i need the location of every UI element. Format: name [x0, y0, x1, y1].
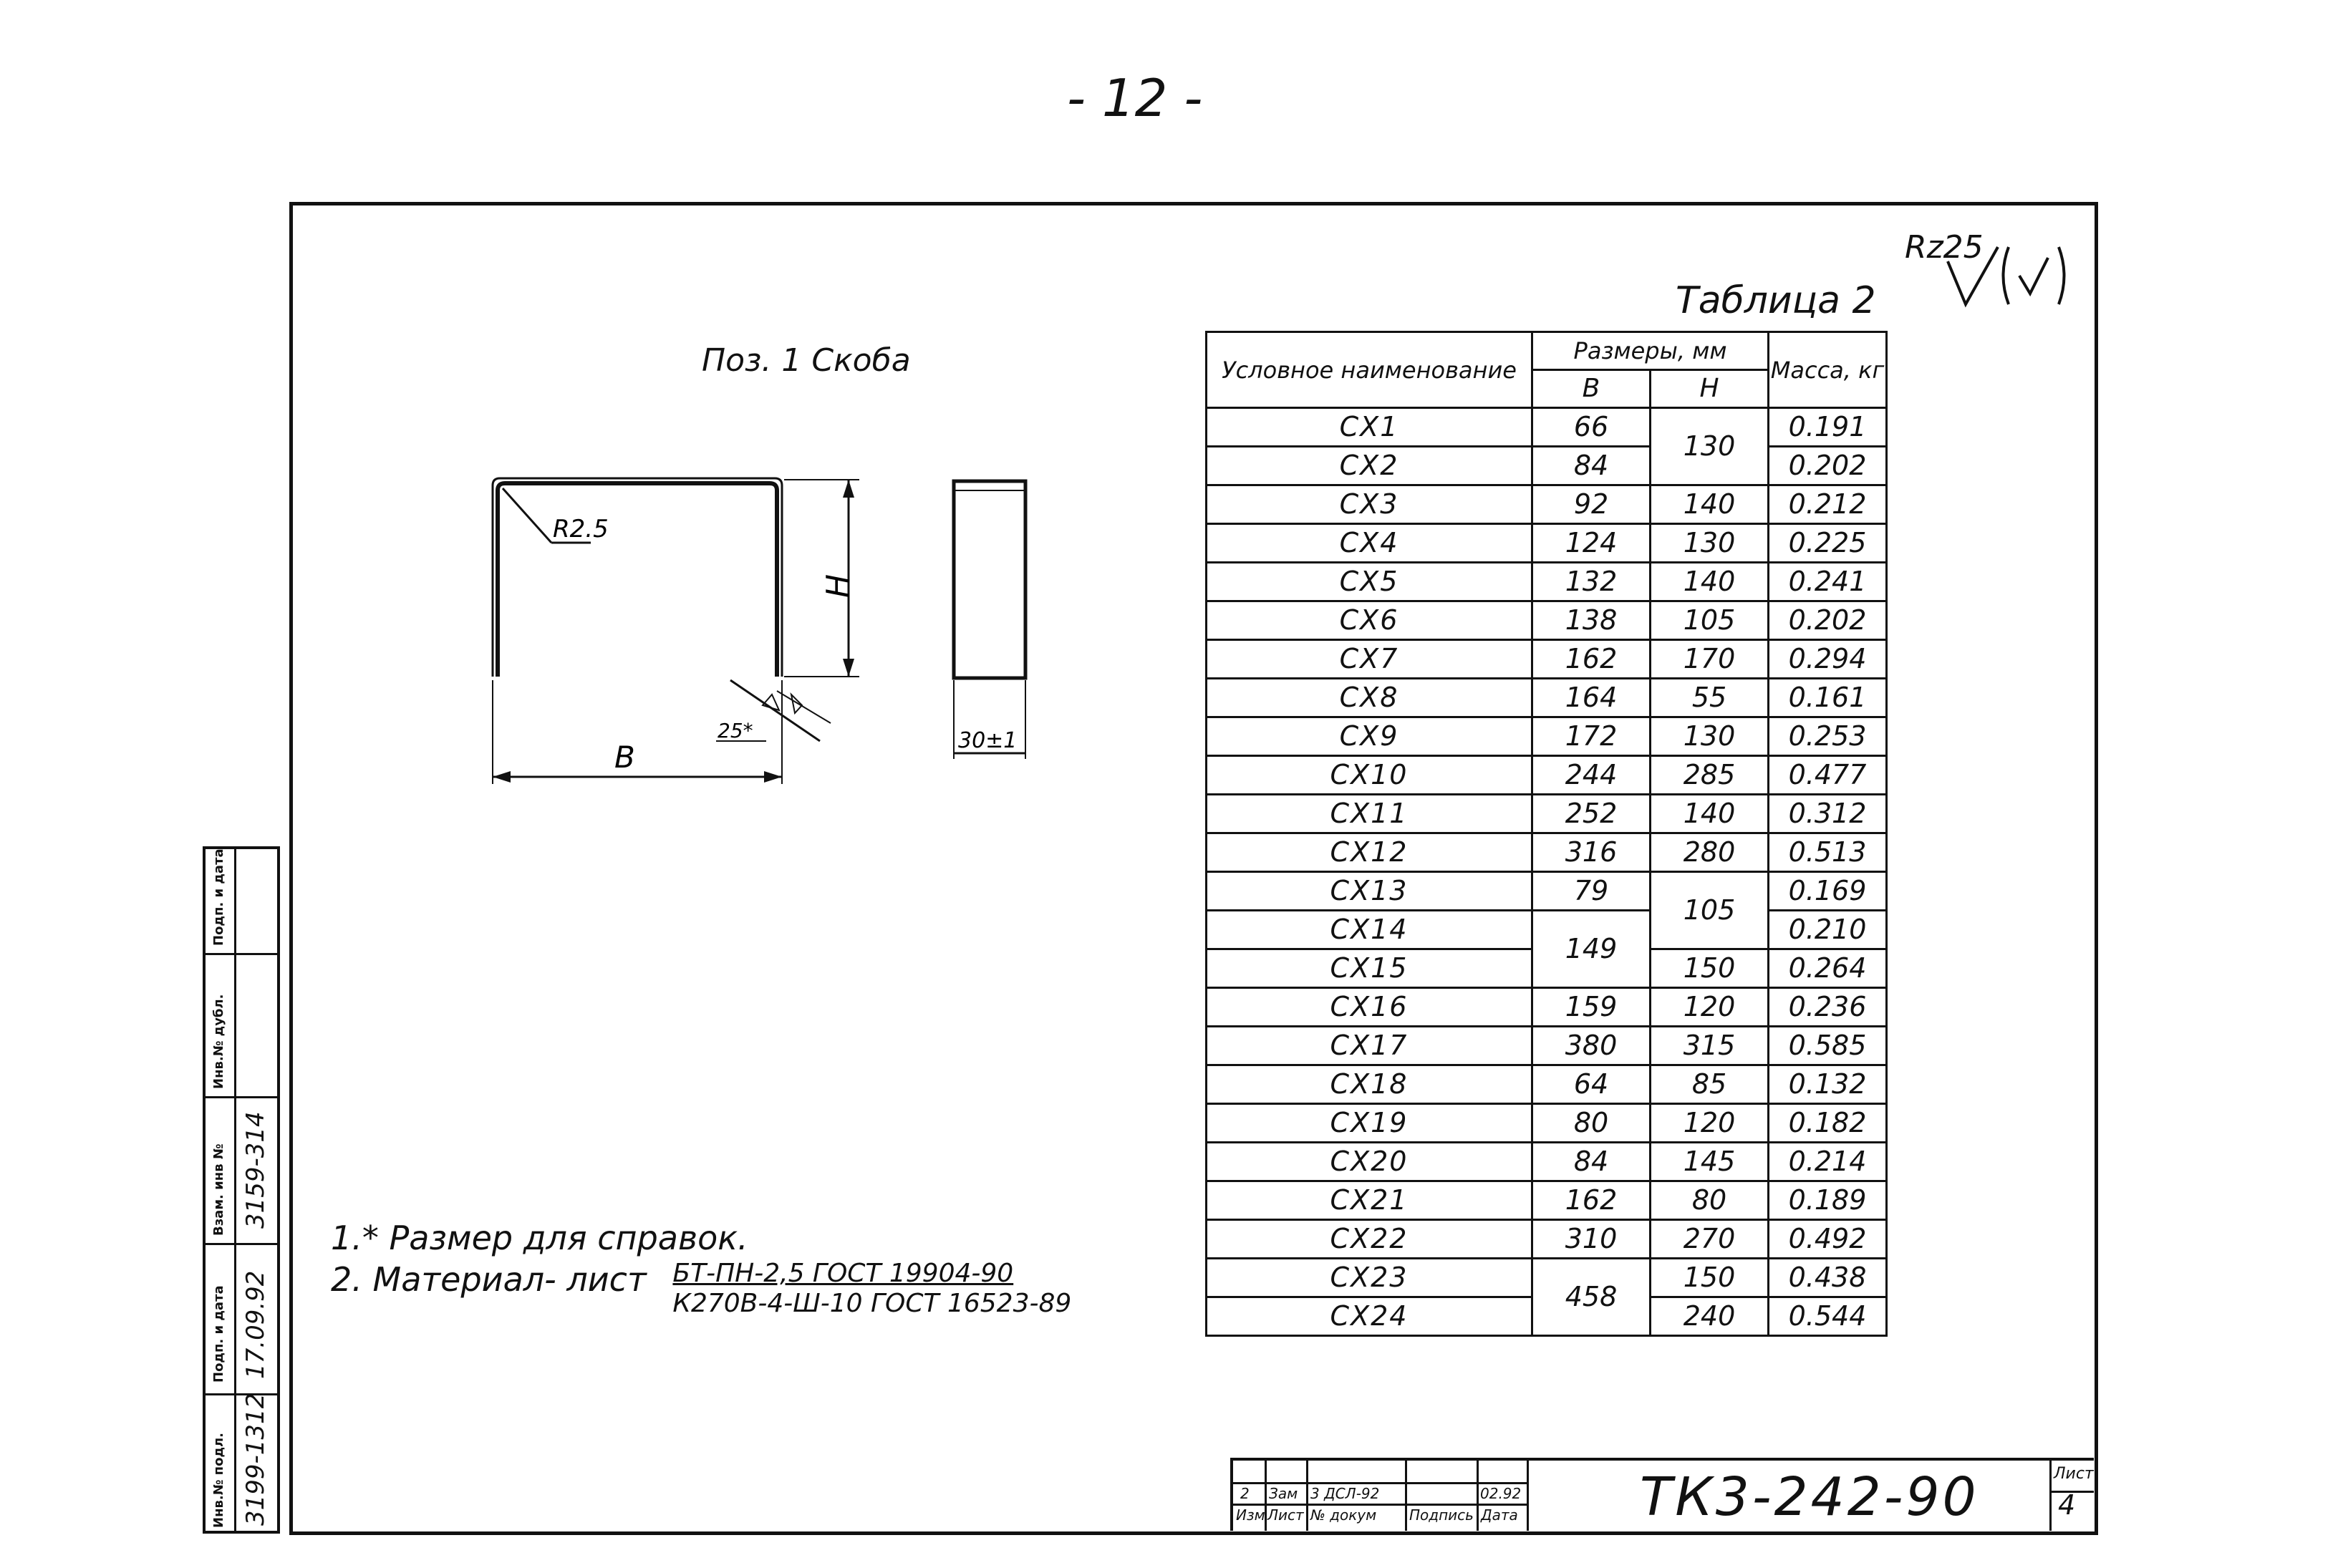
row-name: СХ19 — [1207, 1104, 1532, 1143]
width-label: B — [614, 740, 635, 775]
table-row — [1207, 447, 1887, 485]
material-line-1: БТ-ПН-2,5 ГОСТ 19904-90 — [672, 1259, 1014, 1288]
tb-izm: Изм — [1236, 1506, 1265, 1524]
row-b: 244 — [1532, 756, 1651, 795]
table-row — [1207, 485, 1887, 524]
row-b: 172 — [1532, 717, 1651, 756]
row-mass: 0.312 — [1769, 795, 1887, 833]
table-row — [1207, 833, 1887, 872]
row-h: 145 — [1651, 1143, 1769, 1181]
row-mass: 0.189 — [1769, 1181, 1887, 1220]
row-mass: 0.236 — [1769, 988, 1887, 1027]
table-row — [1207, 1143, 1887, 1181]
row-mass: 0.182 — [1769, 1104, 1887, 1143]
row-b: 149 — [1532, 911, 1651, 988]
row-mass: 0.544 — [1769, 1297, 1887, 1336]
stamp-row — [206, 1096, 277, 1098]
radius-label: R2.5 — [553, 515, 609, 543]
row-mass: 0.161 — [1769, 679, 1887, 717]
row-h: 140 — [1651, 485, 1769, 524]
table-row — [1207, 524, 1887, 563]
row-name: СХ1 — [1207, 408, 1532, 447]
row-name: СХ5 — [1207, 563, 1532, 601]
stamp-vzam-inv: Взам. инв № — [211, 1143, 226, 1236]
thickness-label: 30±1 — [958, 728, 1018, 753]
sheet-label: Лист — [2054, 1465, 2094, 1483]
row-mass: 0.492 — [1769, 1220, 1887, 1259]
note-2-prefix: 2. Материал- лист — [331, 1260, 647, 1299]
row-h: 270 — [1651, 1220, 1769, 1259]
angle-label: 25* — [718, 719, 753, 742]
row-b: 66 — [1532, 408, 1651, 447]
row-name: СХ22 — [1207, 1220, 1532, 1259]
row-b: 84 — [1532, 447, 1651, 485]
row-b: 84 — [1532, 1143, 1651, 1181]
sheet-number: 4 — [2058, 1489, 2076, 1521]
row-mass: 0.132 — [1769, 1065, 1887, 1104]
height-label: H — [820, 574, 856, 598]
row-h: 120 — [1651, 1104, 1769, 1143]
table-row — [1207, 1259, 1887, 1297]
row-mass: 0.241 — [1769, 563, 1887, 601]
row-h: 130 — [1651, 717, 1769, 756]
row-name: СХ6 — [1207, 601, 1532, 640]
material-line-2: К270В-4-Ш-10 ГОСТ 16523-89 — [672, 1289, 1072, 1318]
row-name: СХ14 — [1207, 911, 1532, 949]
row-h: 130 — [1651, 524, 1769, 563]
bracket-drawing — [458, 458, 1045, 802]
stamp-podp-data: Подп. и дата — [211, 1285, 226, 1383]
row-h: 105 — [1651, 601, 1769, 640]
row-name: СХ2 — [1207, 447, 1532, 485]
table-row — [1207, 1220, 1887, 1259]
row-mass: 0.225 — [1769, 524, 1887, 563]
table-row — [1207, 1027, 1887, 1065]
row-name: СХ7 — [1207, 640, 1532, 679]
document-code: ТК3-242-90 — [1640, 1466, 1979, 1528]
row-h: 85 — [1651, 1065, 1769, 1104]
table-row — [1207, 872, 1887, 911]
row-mass: 0.513 — [1769, 833, 1887, 872]
row-name: СХ3 — [1207, 485, 1532, 524]
table-row — [1207, 1065, 1887, 1104]
row-b: 80 — [1532, 1104, 1651, 1143]
row-b: 124 — [1532, 524, 1651, 563]
table-row — [1207, 408, 1887, 447]
row-mass: 0.210 — [1769, 911, 1887, 949]
row-h: 130 — [1651, 408, 1769, 485]
row-mass: 0.294 — [1769, 640, 1887, 679]
table-row — [1207, 756, 1887, 795]
tb-data: Дата — [1481, 1506, 1518, 1524]
row-h: 150 — [1651, 1259, 1769, 1297]
stamp-podp-data-value: 17.09.92 — [241, 1270, 270, 1379]
row-name: СХ12 — [1207, 833, 1532, 872]
row-name: СХ13 — [1207, 872, 1532, 911]
row-mass: 0.202 — [1769, 447, 1887, 485]
table-row — [1207, 1181, 1887, 1220]
row-b: 162 — [1532, 640, 1651, 679]
row-b: 79 — [1532, 872, 1651, 911]
row-mass: 0.214 — [1769, 1143, 1887, 1181]
stamp-vzam-inv-value: 3159-314 — [241, 1111, 270, 1229]
row-h: 80 — [1651, 1181, 1769, 1220]
tb-list-val: Зам — [1269, 1485, 1298, 1502]
row-b: 159 — [1532, 988, 1651, 1027]
row-name: СХ23 — [1207, 1259, 1532, 1297]
row-h: 170 — [1651, 640, 1769, 679]
row-b: 316 — [1532, 833, 1651, 872]
table-row — [1207, 640, 1887, 679]
row-h: 105 — [1651, 872, 1769, 949]
stamp-row — [206, 953, 277, 955]
table-row — [1207, 988, 1887, 1027]
row-name: СХ10 — [1207, 756, 1532, 795]
row-h: 240 — [1651, 1297, 1769, 1336]
detail-title: Поз. 1 Скоба — [702, 342, 911, 379]
side-stamp — [203, 846, 280, 1534]
row-b: 132 — [1532, 563, 1651, 601]
row-h: 120 — [1651, 988, 1769, 1027]
stamp-podp-data-2: Подп. и дата — [211, 848, 226, 946]
table-row — [1207, 601, 1887, 640]
row-mass: 0.438 — [1769, 1259, 1887, 1297]
tb-ndok-val: 3 ДСЛ-92 — [1310, 1485, 1380, 1502]
tb-row — [1233, 1482, 1527, 1484]
stamp-inv-podl-value: 3199-1312 — [241, 1393, 270, 1526]
table-row — [1207, 911, 1887, 949]
row-b: 380 — [1532, 1027, 1651, 1065]
header-h: Н — [1651, 370, 1769, 408]
row-name: СХ4 — [1207, 524, 1532, 563]
row-h: 140 — [1651, 795, 1769, 833]
row-name: СХ20 — [1207, 1143, 1532, 1181]
row-name: СХ11 — [1207, 795, 1532, 833]
header-name: Условное наименование — [1207, 332, 1532, 408]
roughness-label: Rz25 — [1905, 229, 1984, 266]
row-h: 55 — [1651, 679, 1769, 717]
stamp-inv-podl: Инв.№ подл. — [211, 1432, 226, 1528]
table-row — [1207, 717, 1887, 756]
row-name: СХ18 — [1207, 1065, 1532, 1104]
header-mass: Масса, кг — [1769, 332, 1887, 408]
row-mass: 0.191 — [1769, 408, 1887, 447]
note-2 — [331, 1259, 1071, 1319]
tb-izm-val: 2 — [1240, 1485, 1250, 1502]
row-b: 458 — [1532, 1259, 1651, 1336]
stamp-inv-dubl: Инв.№ дубл. — [211, 994, 226, 1089]
header-b: В — [1532, 370, 1651, 408]
page-number: - 12 - — [1067, 68, 1203, 128]
row-name: СХ9 — [1207, 717, 1532, 756]
row-mass: 0.212 — [1769, 485, 1887, 524]
row-mass: 0.264 — [1769, 949, 1887, 988]
row-h: 315 — [1651, 1027, 1769, 1065]
row-b: 64 — [1532, 1065, 1651, 1104]
row-mass: 0.477 — [1769, 756, 1887, 795]
tb-ndokum: № докум — [1310, 1506, 1377, 1524]
spec-table — [1205, 331, 1888, 1337]
row-b: 310 — [1532, 1220, 1651, 1259]
stamp-row — [206, 1243, 277, 1245]
row-b: 252 — [1532, 795, 1651, 833]
row-b: 164 — [1532, 679, 1651, 717]
tb-data-val: 02.92 — [1480, 1485, 1522, 1502]
table-row — [1207, 563, 1887, 601]
row-mass: 0.202 — [1769, 601, 1887, 640]
row-h: 150 — [1651, 949, 1769, 988]
roughness-sign-icon — [1933, 233, 2084, 319]
row-mass: 0.585 — [1769, 1027, 1887, 1065]
row-h: 140 — [1651, 563, 1769, 601]
row-name: СХ8 — [1207, 679, 1532, 717]
table-caption: Таблица 2 — [1676, 279, 1876, 322]
material-spec — [672, 1259, 1071, 1319]
tb-row — [1233, 1504, 1527, 1506]
row-name: СХ15 — [1207, 949, 1532, 988]
row-name: СХ24 — [1207, 1297, 1532, 1336]
notes — [331, 1217, 1071, 1319]
tb-podpis: Подпись — [1409, 1506, 1474, 1524]
row-b: 162 — [1532, 1181, 1651, 1220]
row-h: 280 — [1651, 833, 1769, 872]
row-name: СХ21 — [1207, 1181, 1532, 1220]
tb-list: Лист — [1267, 1506, 1304, 1524]
header-dimensions: Размеры, мм — [1532, 332, 1769, 370]
note-1: 1.* Размер для справок. — [331, 1219, 748, 1257]
row-b: 92 — [1532, 485, 1651, 524]
row-name: СХ16 — [1207, 988, 1532, 1027]
row-h: 285 — [1651, 756, 1769, 795]
table-row — [1207, 795, 1887, 833]
row-name: СХ17 — [1207, 1027, 1532, 1065]
row-b: 138 — [1532, 601, 1651, 640]
table-row — [1207, 1104, 1887, 1143]
table-row — [1207, 679, 1887, 717]
row-mass: 0.253 — [1769, 717, 1887, 756]
row-mass: 0.169 — [1769, 872, 1887, 911]
